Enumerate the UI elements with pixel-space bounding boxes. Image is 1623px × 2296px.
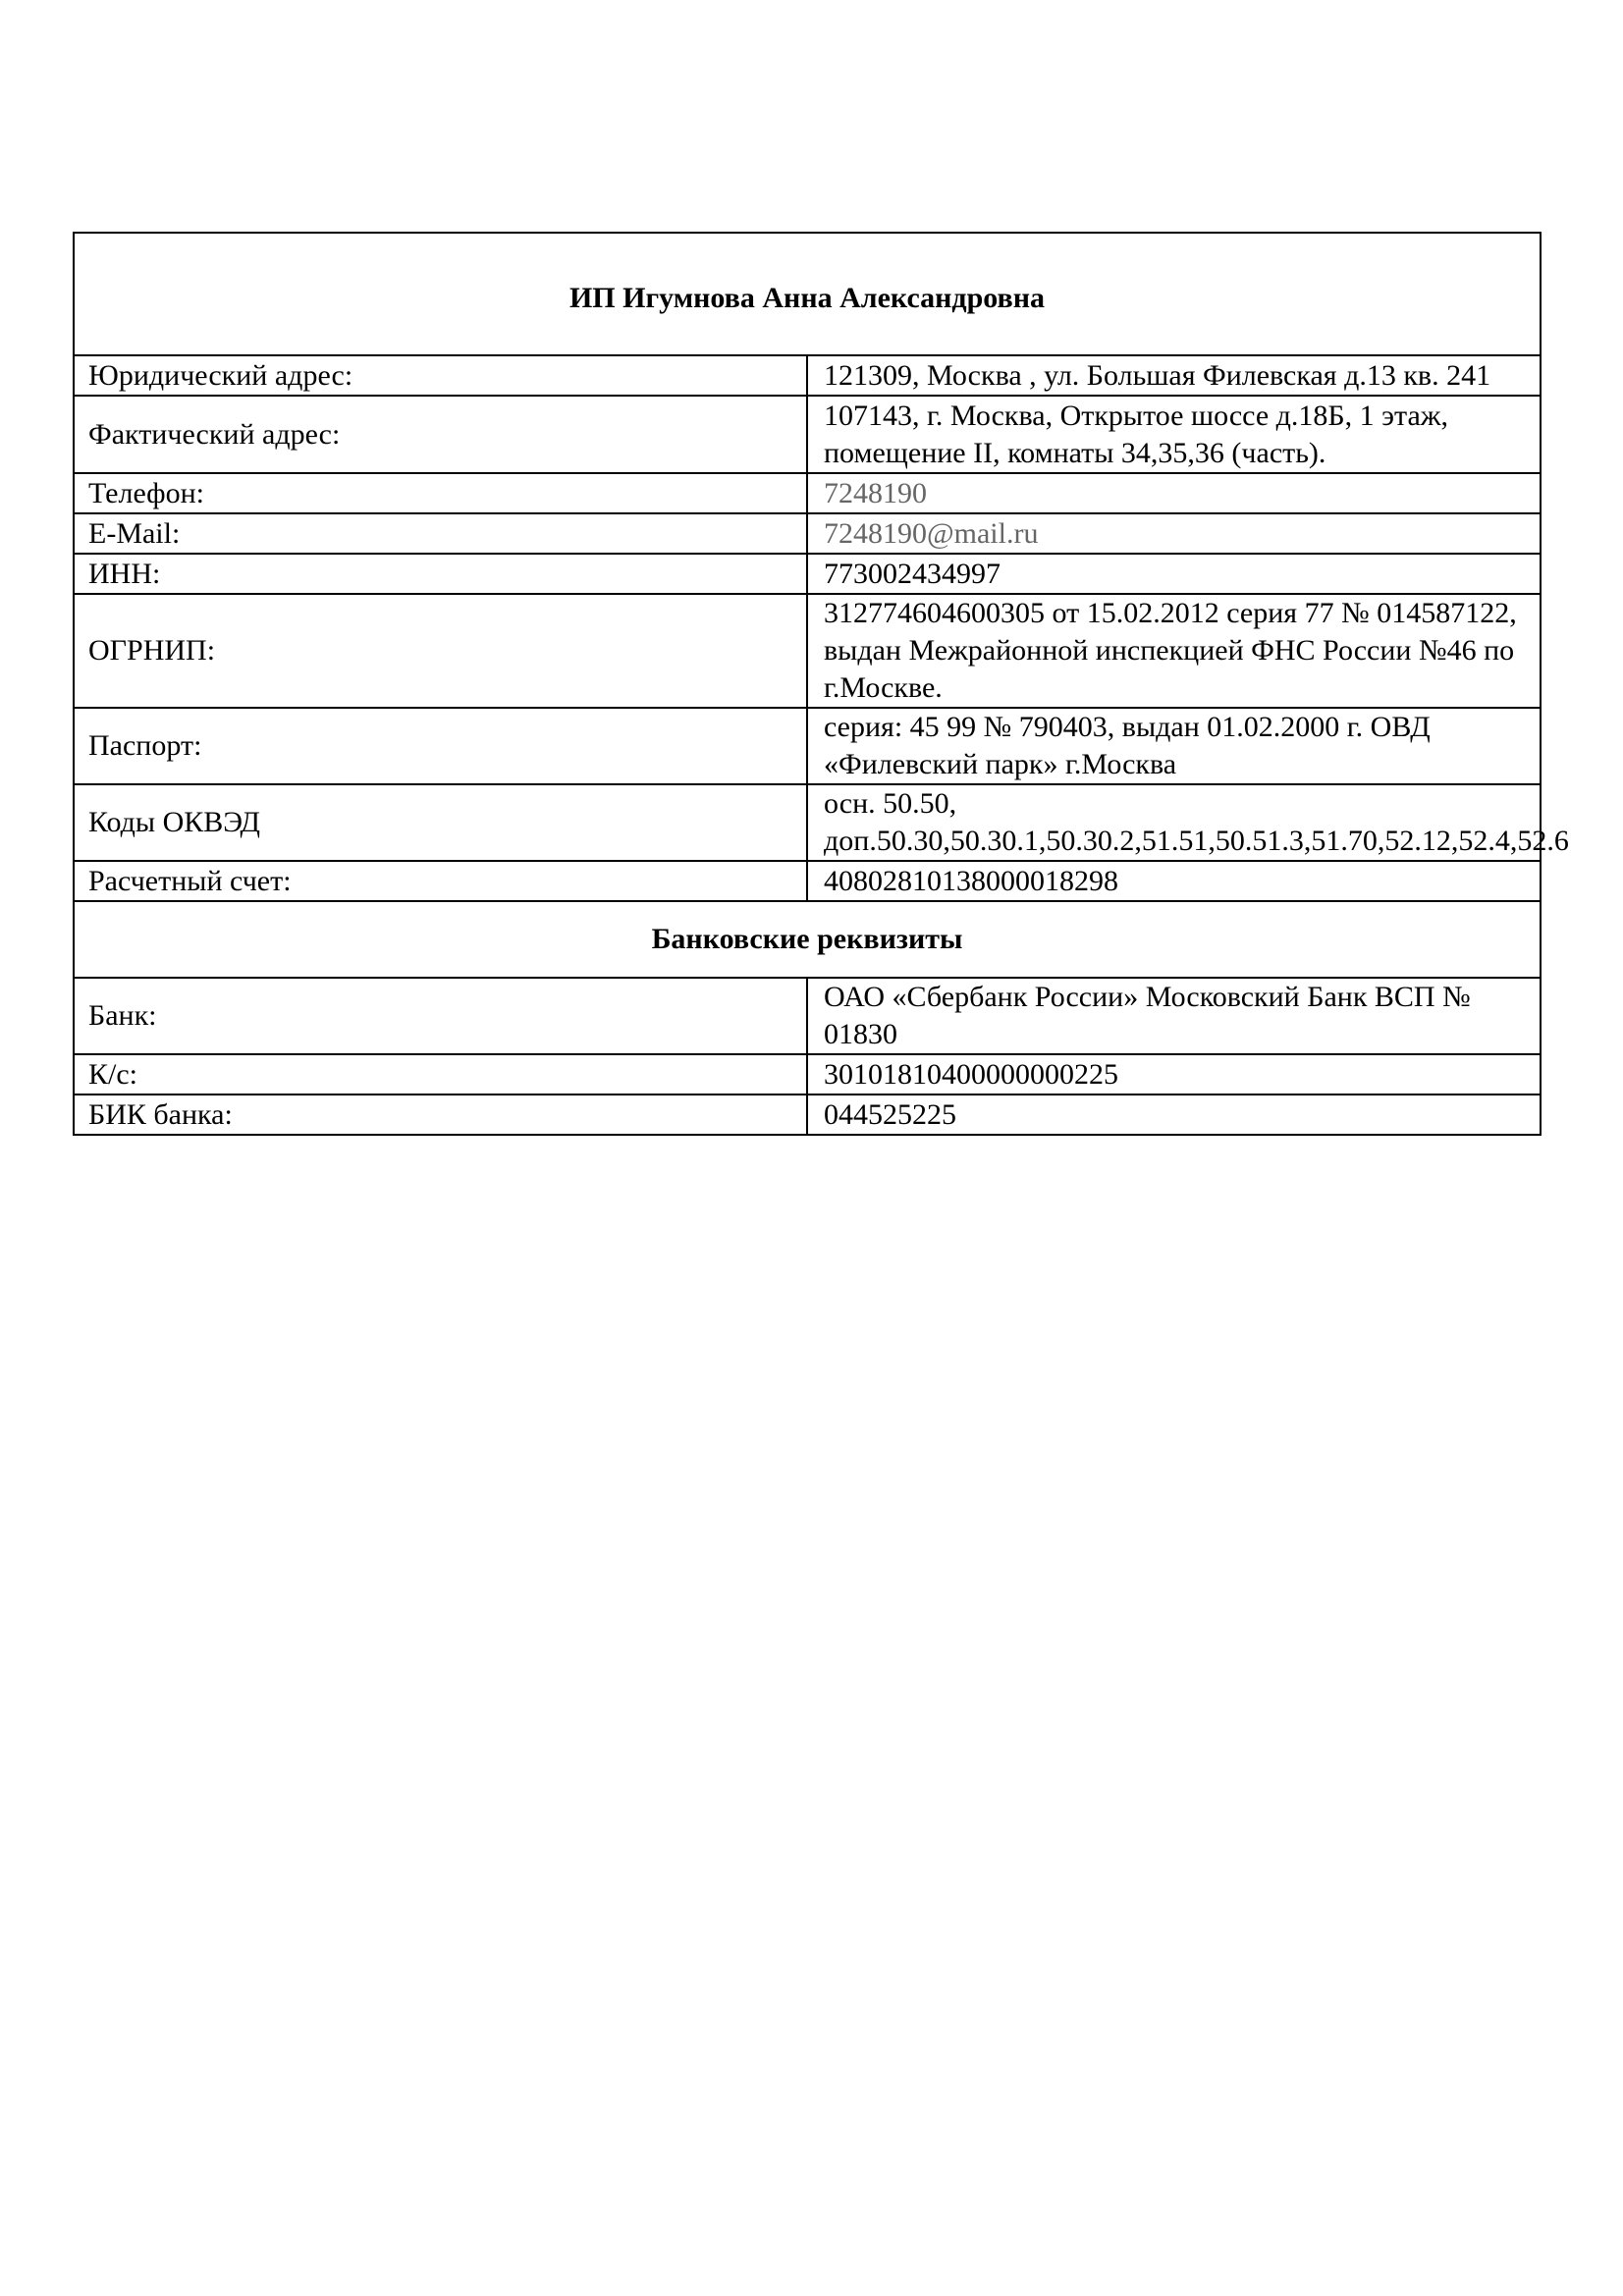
table-row-inn [74,554,1541,594]
bank-value: ОАО «Сбербанк России» Московский Банк ВСП № 01830 [807,978,1541,1054]
email-link[interactable]: 7248190@mail.ru [807,513,1541,554]
inn-value: 773002434997 [807,554,1541,594]
ogrnip-value: 312774604600305 от 15.02.2012 серия 77 № 014587122, выдан Межрайонной инспекцией ФНС России №46 по г.Москве. [807,594,1541,708]
okved-label: Коды ОКВЭД [74,784,807,861]
table-row-account [74,861,1541,901]
okved-value: осн. 50.50, доп.50.30,50.30.1,50.30.2,51.51,50.51.3,51.70,52.12,52.4,52.6 [807,784,1541,861]
table-row-okved [74,784,1541,861]
company-title: ИП Игумнова Анна Александровна [74,233,1541,355]
actual-address-value: 107143, г. Москва, Открытое шоссе д.18Б, 1 этаж, помещение II, комнаты 34,35,36 (часть). [807,396,1541,473]
table-row-bik [74,1095,1541,1135]
inn-label: ИНН: [74,554,807,594]
legal-address-label: Юридический адрес: [74,355,807,396]
title-row [74,233,1541,355]
corr-account-value: 30101810400000000225 [807,1054,1541,1095]
account-label: Расчетный счет: [74,861,807,901]
bik-label: БИК банка: [74,1095,807,1135]
passport-label: Паспорт: [74,708,807,784]
bank-label: Банк: [74,978,807,1054]
phone-value[interactable]: 7248190 [807,473,1541,513]
requisites-table [73,232,1569,1136]
bank-section-heading: Банковские реквизиты [74,901,1541,978]
corr-account-label: К/с: [74,1054,807,1095]
table-row-ogrnip [74,594,1541,708]
table-row-phone [74,473,1541,513]
table-row-corr-account [74,1054,1541,1095]
email-label: E-Mail: [74,513,807,554]
requisites-sheet [73,232,1569,1136]
actual-address-label: Фактический адрес: [74,396,807,473]
ogrnip-label: ОГРНИП: [74,594,807,708]
table-row-legal-address [74,355,1541,396]
table-row-passport [74,708,1541,784]
passport-value: серия: 45 99 № 790403, выдан 01.02.2000 г. ОВД «Филевский парк» г.Москва [807,708,1541,784]
table-row-bank [74,978,1541,1054]
bank-section-row [74,901,1541,978]
bik-value: 044525225 [807,1095,1541,1135]
phone-label: Телефон: [74,473,807,513]
account-value: 40802810138000018298 [807,861,1541,901]
table-row-email [74,513,1541,554]
legal-address-value: 121309, Москва , ул. Большая Филевская д.13 кв. 241 [807,355,1541,396]
table-row-actual-address [74,396,1541,473]
